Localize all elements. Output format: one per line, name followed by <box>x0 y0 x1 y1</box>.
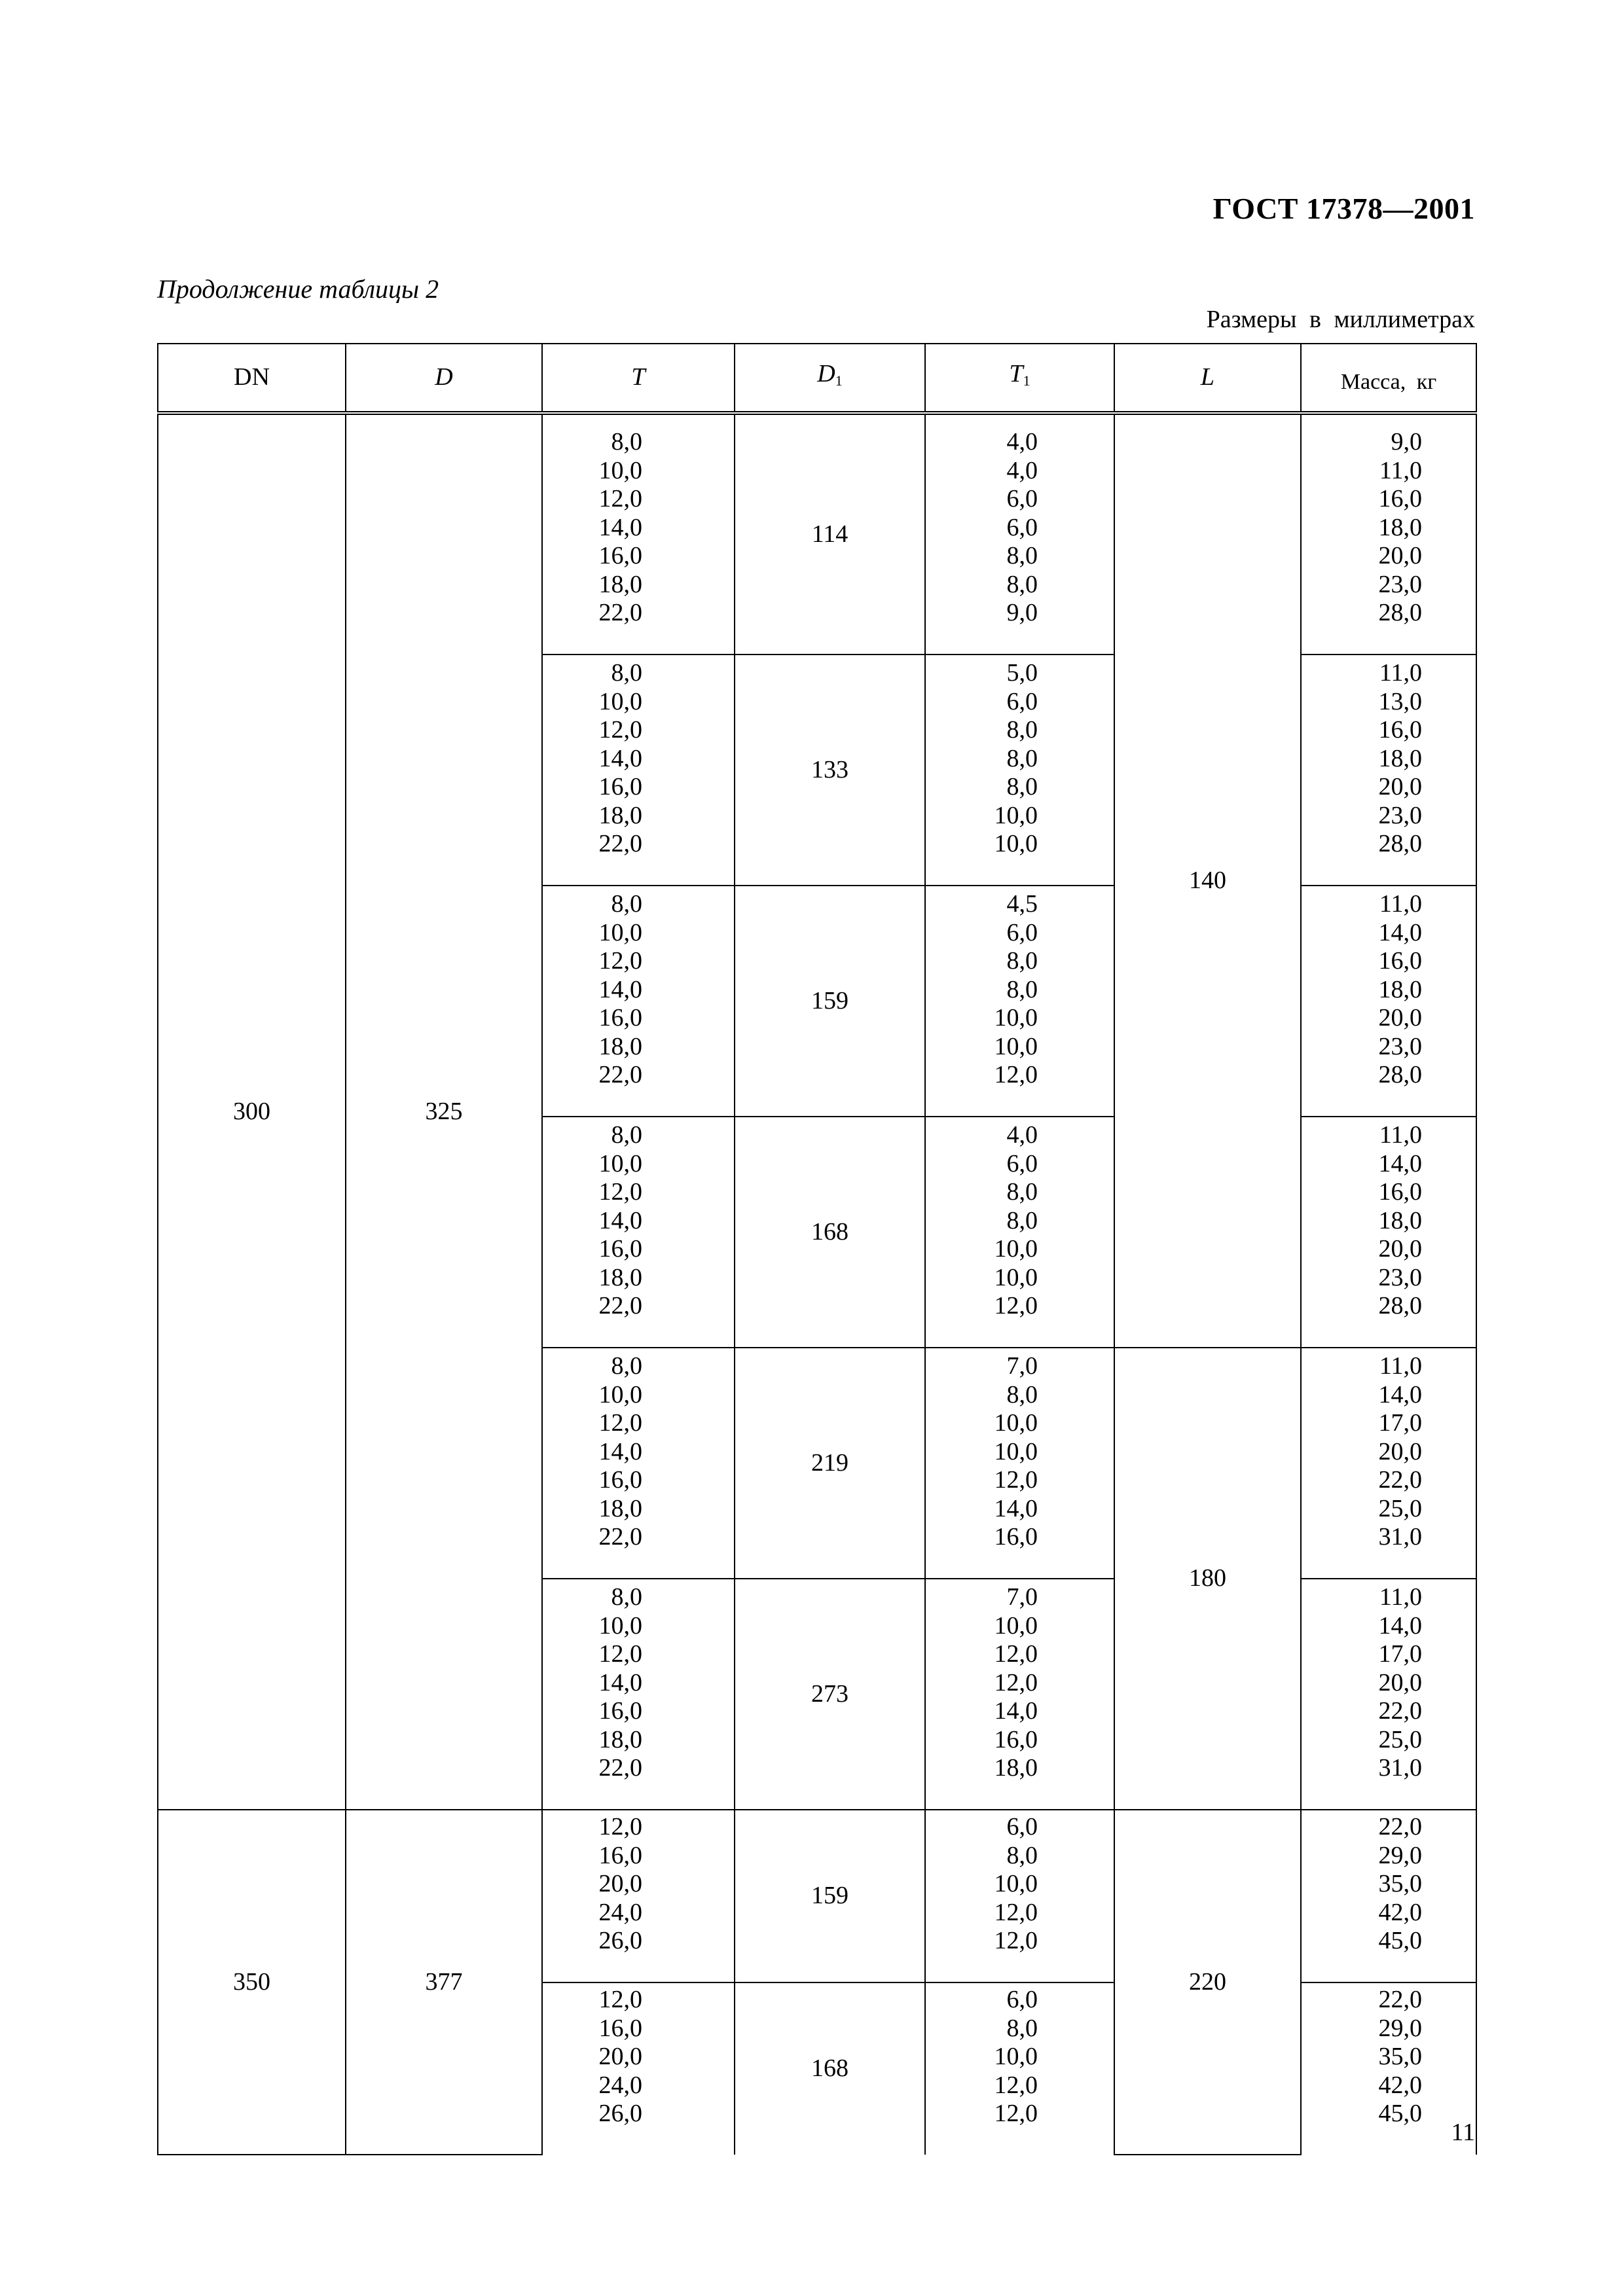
cell-value: 12,0 <box>598 1409 642 1437</box>
cell-value: 8,0 <box>611 890 642 918</box>
cell-value: 8,0 <box>1006 716 1038 744</box>
cell-value: 12,0 <box>598 1813 642 1840</box>
cell-d1: 159 <box>735 1810 925 1982</box>
units-note: Размеры в миллиметрах <box>1206 306 1475 333</box>
cell-value: 8,0 <box>611 659 642 687</box>
cell-value: 28,0 <box>1378 599 1422 626</box>
header-mass: Масса, кг <box>1301 344 1476 413</box>
cell-value: 23,0 <box>1378 1032 1422 1060</box>
cell-value: 10,0 <box>994 1032 1038 1060</box>
cell-value: 8,0 <box>1006 1841 1038 1869</box>
cell-value: 12,0 <box>994 1640 1038 1668</box>
cell-l: 220 <box>1114 1810 1301 2155</box>
cell-value: 10,0 <box>994 830 1038 857</box>
cell-value: 8,0 <box>1006 947 1038 975</box>
cell-t-list <box>542 886 735 1117</box>
cell-value: 8,0 <box>611 1583 642 1611</box>
header-t1-letter: T <box>1009 360 1023 388</box>
cell-d1: 219 <box>735 1348 925 1579</box>
cell-value: 6,0 <box>1006 1813 1038 1840</box>
cell-value: 35,0 <box>1378 1870 1422 1897</box>
cell-value: 6,0 <box>1006 687 1038 715</box>
cell-value: 14,0 <box>1378 1380 1422 1408</box>
cell-t1-list <box>925 886 1114 1117</box>
cell-value: 10,0 <box>994 1004 1038 1031</box>
cell-value: 12,0 <box>598 947 642 975</box>
cell-value: 16,0 <box>598 542 642 569</box>
cell-value: 14,0 <box>1378 1611 1422 1640</box>
cell-value: 14,0 <box>1378 918 1422 946</box>
cell-mass-list <box>1301 1579 1476 1810</box>
cell-l: 180 <box>1114 1348 1301 1810</box>
cell-value: 22,0 <box>1378 1813 1422 1840</box>
table-caption: Продолжение таблицы 2 <box>157 274 439 304</box>
cell-mass-list <box>1301 1348 1476 1579</box>
header-d: D <box>346 344 542 413</box>
cell-d: 325 <box>346 413 542 1810</box>
cell-value: 18,0 <box>1378 975 1422 1003</box>
cell-value: 8,0 <box>1006 1380 1038 1408</box>
table-row <box>158 413 1476 655</box>
cell-value: 14,0 <box>994 1697 1038 1725</box>
cell-value: 12,0 <box>598 485 642 512</box>
cell-d: 377 <box>346 1810 542 2155</box>
cell-value: 29,0 <box>1378 2014 1422 2042</box>
cell-value: 16,0 <box>598 1466 642 1494</box>
cell-value: 10,0 <box>994 1437 1038 1465</box>
cell-value: 16,0 <box>1378 485 1422 512</box>
cell-t1-list <box>925 655 1114 886</box>
cell-value: 12,0 <box>994 1668 1038 1696</box>
cell-value: 8,0 <box>611 428 642 456</box>
cell-value: 25,0 <box>1378 1725 1422 1753</box>
cell-value: 12,0 <box>598 1986 642 2013</box>
cell-value: 16,0 <box>1378 716 1422 744</box>
cell-dn: 350 <box>158 1810 346 2155</box>
cell-value: 10,0 <box>994 801 1038 829</box>
cell-value: 10,0 <box>994 1611 1038 1640</box>
cell-value: 17,0 <box>1378 1409 1422 1437</box>
cell-value: 18,0 <box>598 801 642 829</box>
cell-value: 8,0 <box>1006 975 1038 1003</box>
cell-value: 6,0 <box>1006 485 1038 512</box>
cell-value: 12,0 <box>598 1178 642 1206</box>
cell-value: 20,0 <box>1378 1004 1422 1031</box>
cell-value: 8,0 <box>1006 1206 1038 1234</box>
header-d1 <box>735 344 925 413</box>
cell-value: 7,0 <box>1006 1352 1038 1380</box>
cell-value: 14,0 <box>598 513 642 541</box>
cell-value: 10,0 <box>994 1235 1038 1263</box>
table-header-row <box>158 344 1476 413</box>
cell-t1-list <box>925 413 1114 655</box>
cell-t-list <box>542 1348 735 1579</box>
cell-value: 4,0 <box>1006 456 1038 484</box>
cell-value: 45,0 <box>1378 1927 1422 1954</box>
cell-t-list <box>542 1579 735 1810</box>
cell-value: 22,0 <box>598 830 642 857</box>
header-dn: DN <box>158 344 346 413</box>
cell-d1: 114 <box>735 413 925 655</box>
cell-value: 18,0 <box>994 1754 1038 1782</box>
cell-value: 7,0 <box>1006 1583 1038 1611</box>
cell-value: 31,0 <box>1378 1754 1422 1782</box>
cell-value: 16,0 <box>994 1523 1038 1551</box>
cell-value: 6,0 <box>1006 1149 1038 1177</box>
cell-value: 18,0 <box>598 1494 642 1522</box>
cell-value: 10,0 <box>994 2043 1038 2070</box>
cell-value: 12,0 <box>598 1640 642 1668</box>
cell-value: 18,0 <box>1378 513 1422 541</box>
cell-value: 24,0 <box>598 2071 642 2099</box>
cell-value: 18,0 <box>598 570 642 598</box>
cell-t-list <box>542 655 735 886</box>
cell-value: 16,0 <box>598 1004 642 1031</box>
cell-value: 8,0 <box>1006 1178 1038 1206</box>
cell-t-list <box>542 1982 735 2155</box>
cell-value: 4,0 <box>1006 1121 1038 1149</box>
cell-value: 10,0 <box>994 1409 1038 1437</box>
cell-value: 22,0 <box>1378 1986 1422 2013</box>
cell-value: 16,0 <box>994 1725 1038 1753</box>
document-header: ГОСТ 17378—2001 <box>1213 192 1475 225</box>
cell-value: 11,0 <box>1379 1121 1422 1149</box>
cell-value: 13,0 <box>1378 687 1422 715</box>
header-t1-subscript: 1 <box>1023 372 1030 389</box>
cell-value: 6,0 <box>1006 918 1038 946</box>
cell-value: 18,0 <box>598 1032 642 1060</box>
cell-value: 20,0 <box>598 2043 642 2070</box>
cell-mass-list <box>1301 886 1476 1117</box>
cell-value: 16,0 <box>598 773 642 800</box>
cell-value: 10,0 <box>598 456 642 484</box>
cell-t-list <box>542 1117 735 1348</box>
cell-value: 20,0 <box>1378 1235 1422 1263</box>
cell-value: 20,0 <box>598 1870 642 1897</box>
cell-value: 12,0 <box>994 1466 1038 1494</box>
cell-value: 14,0 <box>598 975 642 1003</box>
cell-value: 22,0 <box>598 1061 642 1088</box>
cell-value: 14,0 <box>598 1437 642 1465</box>
cell-d1: 168 <box>735 1982 925 2155</box>
cell-value: 28,0 <box>1378 1061 1422 1088</box>
cell-value: 10,0 <box>598 687 642 715</box>
cell-value: 12,0 <box>994 1292 1038 1319</box>
cell-value: 8,0 <box>1006 542 1038 569</box>
cell-value: 8,0 <box>611 1352 642 1380</box>
cell-value: 26,0 <box>598 1927 642 1954</box>
cell-value: 22,0 <box>598 1292 642 1319</box>
cell-value: 14,0 <box>598 1206 642 1234</box>
cell-value: 12,0 <box>994 2100 1038 2127</box>
cell-d1: 159 <box>735 886 925 1117</box>
cell-value: 22,0 <box>1378 1697 1422 1725</box>
cell-t1-list <box>925 1810 1114 1982</box>
cell-value: 9,0 <box>1391 428 1422 456</box>
cell-value: 8,0 <box>1006 570 1038 598</box>
cell-t-list <box>542 413 735 655</box>
cell-value: 16,0 <box>598 2014 642 2042</box>
cell-mass-list <box>1301 1117 1476 1348</box>
cell-mass-list <box>1301 1810 1476 1982</box>
cell-value: 45,0 <box>1378 2100 1422 2127</box>
cell-value: 5,0 <box>1006 659 1038 687</box>
cell-value: 20,0 <box>1378 1668 1422 1696</box>
cell-value: 10,0 <box>994 1263 1038 1291</box>
cell-value: 10,0 <box>598 918 642 946</box>
cell-mass-list <box>1301 413 1476 655</box>
cell-value: 12,0 <box>994 1061 1038 1088</box>
cell-value: 12,0 <box>994 1898 1038 1926</box>
header-d1-subscript: 1 <box>835 372 843 389</box>
cell-value: 22,0 <box>598 599 642 626</box>
cell-value: 8,0 <box>1006 773 1038 800</box>
cell-dn: 300 <box>158 413 346 1810</box>
cell-value: 14,0 <box>1378 1149 1422 1177</box>
cell-value: 28,0 <box>1378 830 1422 857</box>
dimensions-table <box>157 343 1477 2155</box>
cell-value: 20,0 <box>1378 1437 1422 1465</box>
cell-value: 17,0 <box>1378 1640 1422 1668</box>
cell-value: 42,0 <box>1378 1898 1422 1926</box>
cell-value: 14,0 <box>598 1668 642 1696</box>
cell-value: 35,0 <box>1378 2043 1422 2070</box>
cell-value: 16,0 <box>598 1697 642 1725</box>
cell-value: 12,0 <box>994 1927 1038 1954</box>
cell-value: 11,0 <box>1379 890 1422 918</box>
cell-value: 29,0 <box>1378 1841 1422 1869</box>
cell-value: 42,0 <box>1378 2071 1422 2099</box>
cell-value: 28,0 <box>1378 1292 1422 1319</box>
cell-l: 140 <box>1114 413 1301 1348</box>
cell-value: 10,0 <box>598 1611 642 1640</box>
cell-d1: 133 <box>735 655 925 886</box>
cell-value: 18,0 <box>1378 744 1422 772</box>
cell-value: 18,0 <box>598 1725 642 1753</box>
cell-value: 9,0 <box>1006 599 1038 626</box>
cell-value: 11,0 <box>1379 659 1422 687</box>
cell-value: 23,0 <box>1378 1263 1422 1291</box>
cell-value: 12,0 <box>598 716 642 744</box>
cell-value: 31,0 <box>1378 1523 1422 1551</box>
cell-value: 6,0 <box>1006 1986 1038 2013</box>
cell-value: 14,0 <box>994 1494 1038 1522</box>
cell-value: 4,0 <box>1006 428 1038 456</box>
cell-value: 18,0 <box>598 1263 642 1291</box>
cell-value: 18,0 <box>1378 1206 1422 1234</box>
cell-value: 8,0 <box>611 1121 642 1149</box>
cell-value: 4,5 <box>1006 890 1038 918</box>
cell-value: 24,0 <box>598 1898 642 1926</box>
cell-d1: 273 <box>735 1579 925 1810</box>
cell-mass-list <box>1301 1982 1476 2155</box>
cell-t1-list <box>925 1982 1114 2155</box>
cell-value: 16,0 <box>1378 1178 1422 1206</box>
cell-value: 22,0 <box>598 1754 642 1782</box>
header-l: L <box>1114 344 1301 413</box>
cell-value: 23,0 <box>1378 570 1422 598</box>
cell-value: 22,0 <box>598 1523 642 1551</box>
cell-value: 8,0 <box>1006 744 1038 772</box>
cell-value: 25,0 <box>1378 1494 1422 1522</box>
cell-d1: 168 <box>735 1117 925 1348</box>
cell-value: 16,0 <box>1378 947 1422 975</box>
header-t: T <box>542 344 735 413</box>
cell-value: 20,0 <box>1378 542 1422 569</box>
cell-t1-list <box>925 1579 1114 1810</box>
cell-value: 11,0 <box>1379 1583 1422 1611</box>
cell-value: 6,0 <box>1006 513 1038 541</box>
cell-t1-list <box>925 1348 1114 1579</box>
page-number: 11 <box>1451 2119 1475 2146</box>
cell-value: 10,0 <box>994 1870 1038 1897</box>
cell-t-list <box>542 1810 735 1982</box>
cell-value: 11,0 <box>1379 1352 1422 1380</box>
cell-value: 22,0 <box>1378 1466 1422 1494</box>
cell-value: 16,0 <box>598 1235 642 1263</box>
cell-value: 10,0 <box>598 1149 642 1177</box>
cell-value: 26,0 <box>598 2100 642 2127</box>
cell-value: 8,0 <box>1006 2014 1038 2042</box>
cell-value: 20,0 <box>1378 773 1422 800</box>
header-d1-letter: D <box>817 360 835 388</box>
table-row <box>158 1810 1476 1982</box>
cell-value: 10,0 <box>598 1380 642 1408</box>
cell-value: 16,0 <box>598 1841 642 1869</box>
cell-t1-list <box>925 1117 1114 1348</box>
cell-value: 11,0 <box>1379 456 1422 484</box>
cell-value: 12,0 <box>994 2071 1038 2099</box>
cell-value: 23,0 <box>1378 801 1422 829</box>
header-t1 <box>925 344 1114 413</box>
cell-mass-list <box>1301 655 1476 886</box>
cell-value: 14,0 <box>598 744 642 772</box>
